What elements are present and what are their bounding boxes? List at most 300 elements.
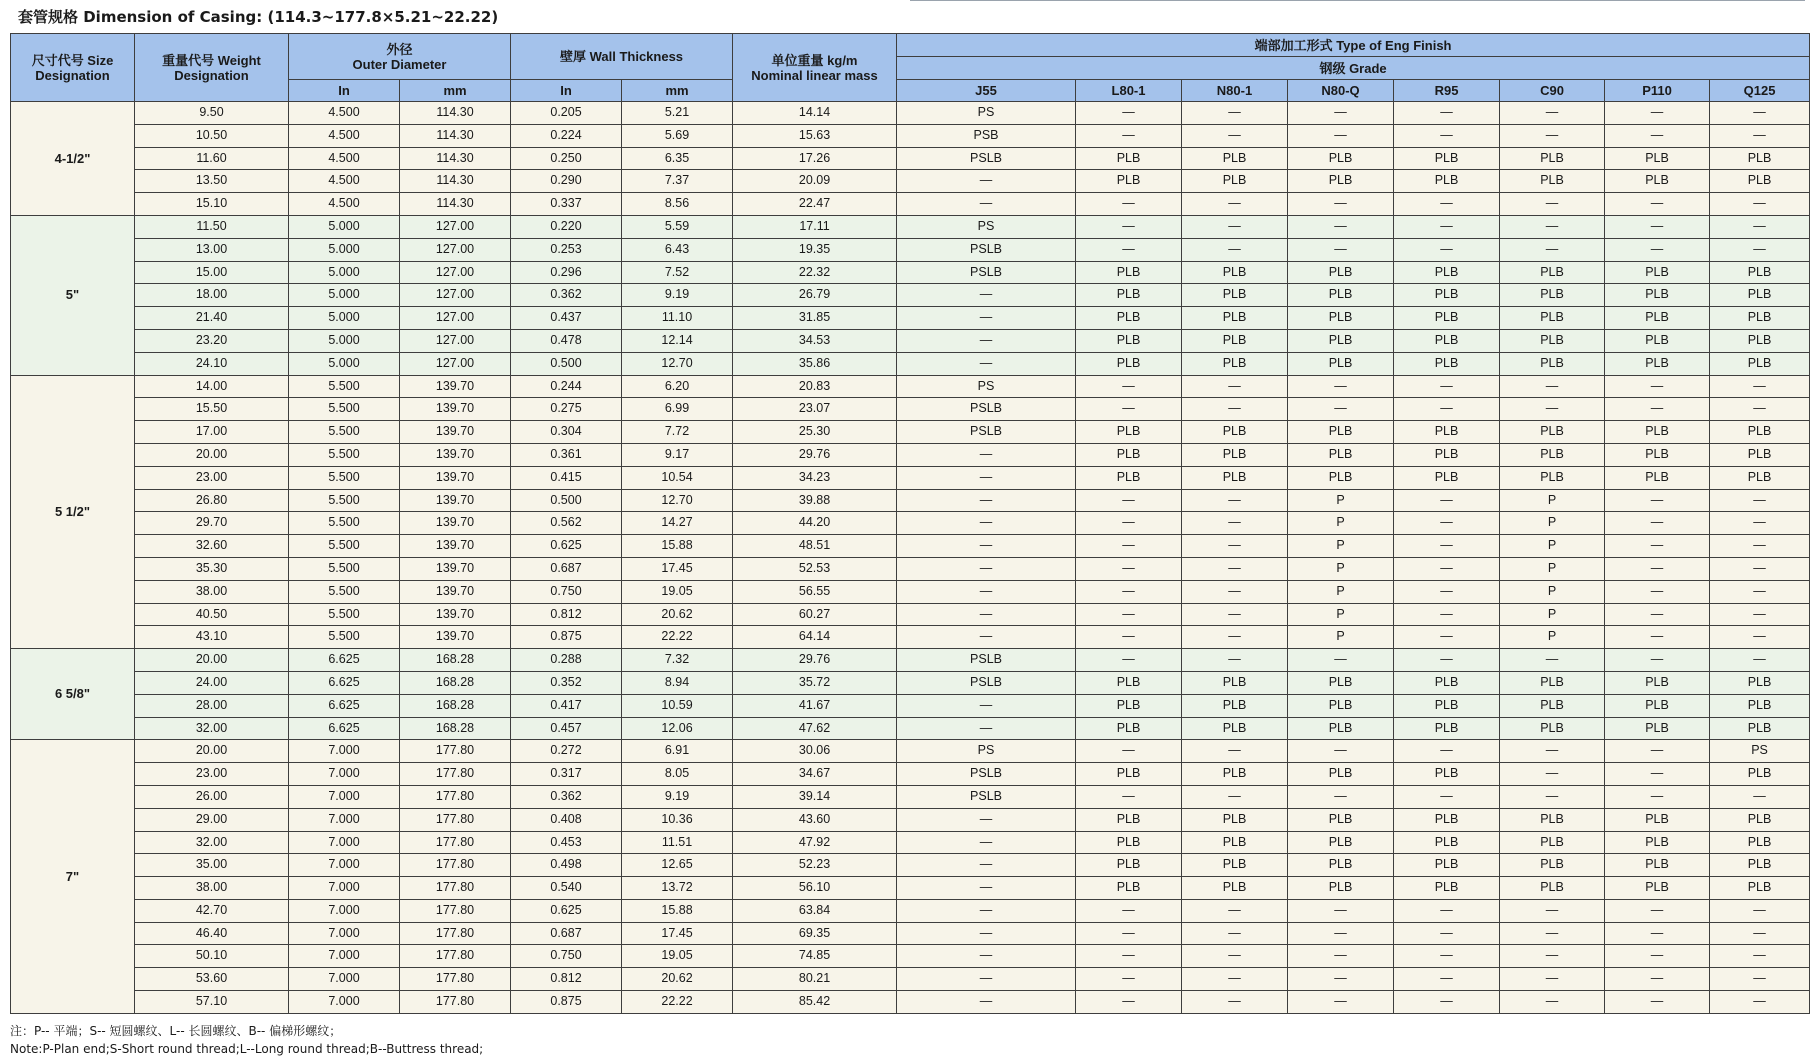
note-en: Note:P-Plan end;S-Short round thread;L--Long round thread;B--Buttress thread; <box>10 1042 484 1056</box>
table-row <box>11 717 1810 740</box>
table-cell: 5.000 <box>289 284 400 307</box>
table-cell: — <box>1182 489 1288 512</box>
table-cell: — <box>1182 102 1288 125</box>
table-cell: 34.53 <box>733 329 897 352</box>
table-cell: PLB <box>1288 352 1394 375</box>
table-cell: 5.000 <box>289 261 400 284</box>
table-cell: 13.72 <box>622 877 733 900</box>
table-cell: PLB <box>1076 854 1182 877</box>
table-cell: 168.28 <box>400 671 511 694</box>
table-cell: 7.000 <box>289 740 400 763</box>
table-cell: PSB <box>897 124 1076 147</box>
table-cell: — <box>897 443 1076 466</box>
table-cell: PLB <box>1710 261 1810 284</box>
table-cell: 14.14 <box>733 102 897 125</box>
table-cell: 11.10 <box>622 307 733 330</box>
table-cell: — <box>1076 649 1182 672</box>
table-cell: PLB <box>1605 466 1710 489</box>
table-cell: — <box>897 899 1076 922</box>
table-cell: 139.70 <box>400 443 511 466</box>
table-row <box>11 261 1810 284</box>
table-cell: PLB <box>1288 694 1394 717</box>
table-cell: 168.28 <box>400 694 511 717</box>
table-cell: 43.10 <box>135 626 289 649</box>
table-cell: PLB <box>1394 352 1500 375</box>
table-cell: — <box>1710 899 1810 922</box>
table-cell: PLB <box>1076 717 1182 740</box>
grade-col-n80-1: N80-1 <box>1182 80 1288 102</box>
table-cell: 177.80 <box>400 945 511 968</box>
table-cell: 52.23 <box>733 854 897 877</box>
od-in-header: In <box>289 80 400 102</box>
table-cell: PSLB <box>897 398 1076 421</box>
table-cell: 35.00 <box>135 854 289 877</box>
table-cell: — <box>1182 899 1288 922</box>
table-cell: PLB <box>1605 352 1710 375</box>
table-cell: 7.000 <box>289 785 400 808</box>
table-cell: P <box>1500 603 1605 626</box>
table-cell: PLB <box>1710 671 1810 694</box>
table-cell: PLB <box>1394 877 1500 900</box>
table-cell: PLB <box>1182 466 1288 489</box>
table-cell: — <box>897 877 1076 900</box>
table-cell: 139.70 <box>400 489 511 512</box>
table-cell: — <box>1182 193 1288 216</box>
table-cell: — <box>1394 649 1500 672</box>
table-cell: — <box>897 922 1076 945</box>
table-cell: PLB <box>1182 877 1288 900</box>
table-cell: — <box>1182 922 1288 945</box>
table-cell: 26.80 <box>135 489 289 512</box>
table-cell: 69.35 <box>733 922 897 945</box>
table-cell: PLB <box>1710 808 1810 831</box>
table-cell: 0.362 <box>511 284 622 307</box>
size-designation-cell: 5" <box>11 215 135 375</box>
table-cell: — <box>1500 763 1605 786</box>
table-cell: 0.244 <box>511 375 622 398</box>
table-cell: — <box>1182 124 1288 147</box>
table-cell: PLB <box>1182 854 1288 877</box>
table-cell: — <box>1710 398 1810 421</box>
table-cell: PLB <box>1710 717 1810 740</box>
table-cell: PLB <box>1182 170 1288 193</box>
table-cell: — <box>1394 489 1500 512</box>
table-cell: — <box>1288 215 1394 238</box>
table-cell: — <box>1500 102 1605 125</box>
table-row <box>11 535 1810 558</box>
table-cell: — <box>1605 580 1710 603</box>
table-cell: 177.80 <box>400 854 511 877</box>
grade-col-q125: Q125 <box>1710 80 1810 102</box>
table-cell: PSLB <box>897 763 1076 786</box>
table-row <box>11 466 1810 489</box>
table-cell: — <box>1288 899 1394 922</box>
table-cell: PLB <box>1500 808 1605 831</box>
table-cell: — <box>1076 512 1182 535</box>
table-cell: PLB <box>1182 808 1288 831</box>
table-cell: PLB <box>1710 854 1810 877</box>
table-cell: 139.70 <box>400 398 511 421</box>
table-cell: 35.30 <box>135 557 289 580</box>
table-cell: 10.36 <box>622 808 733 831</box>
table-cell: PLB <box>1076 443 1182 466</box>
table-cell: PLB <box>1710 694 1810 717</box>
table-cell: PLB <box>1076 763 1182 786</box>
table-cell: — <box>1288 375 1394 398</box>
table-cell: 26.00 <box>135 785 289 808</box>
table-cell: — <box>1500 124 1605 147</box>
table-cell: PLB <box>1605 854 1710 877</box>
table-cell: 15.00 <box>135 261 289 284</box>
table-cell: — <box>1182 991 1288 1014</box>
table-cell: — <box>1605 945 1710 968</box>
table-cell: 0.625 <box>511 535 622 558</box>
table-cell: P <box>1500 580 1605 603</box>
table-cell: PLB <box>1288 307 1394 330</box>
mass-header-cn: 单位重量 kg/m <box>771 52 858 68</box>
grade-col-p110: P110 <box>1605 80 1710 102</box>
table-row <box>11 854 1810 877</box>
table-cell: P <box>1288 489 1394 512</box>
table-cell: 11.60 <box>135 147 289 170</box>
table-cell: 9.17 <box>622 443 733 466</box>
table-cell: 0.415 <box>511 466 622 489</box>
table-cell: — <box>1500 922 1605 945</box>
table-cell: 127.00 <box>400 329 511 352</box>
table-cell: — <box>1605 375 1710 398</box>
table-cell: 7.52 <box>622 261 733 284</box>
table-cell: — <box>1605 238 1710 261</box>
table-row <box>11 398 1810 421</box>
table-cell: PLB <box>1394 170 1500 193</box>
table-cell: — <box>1076 899 1182 922</box>
table-cell: PLB <box>1605 307 1710 330</box>
table-cell: — <box>1710 489 1810 512</box>
table-cell: — <box>1394 899 1500 922</box>
table-cell: — <box>1710 580 1810 603</box>
table-cell: 22.32 <box>733 261 897 284</box>
table-cell: 4.500 <box>289 124 400 147</box>
table-cell: PLB <box>1076 466 1182 489</box>
table-cell: PLB <box>1076 329 1182 352</box>
table-cell: PLB <box>1500 352 1605 375</box>
table-cell: 15.10 <box>135 193 289 216</box>
table-cell: PLB <box>1500 671 1605 694</box>
table-cell: — <box>1182 557 1288 580</box>
table-cell: PLB <box>1500 717 1605 740</box>
table-cell: 29.00 <box>135 808 289 831</box>
table-cell: — <box>1605 215 1710 238</box>
table-row <box>11 102 1810 125</box>
table-cell: 5.500 <box>289 466 400 489</box>
weight-designation-header <box>135 34 289 102</box>
table-cell: — <box>1605 489 1710 512</box>
table-cell: PLB <box>1182 329 1288 352</box>
mass-header-en: Nominal linear mass <box>751 67 878 83</box>
table-cell: 0.253 <box>511 238 622 261</box>
table-cell: PLB <box>1394 329 1500 352</box>
table-cell: PLB <box>1394 717 1500 740</box>
size-designation-cell: 4-1/2" <box>11 102 135 216</box>
table-cell: PLB <box>1605 284 1710 307</box>
table-cell: 0.540 <box>511 877 622 900</box>
table-cell: 60.27 <box>733 603 897 626</box>
table-cell: — <box>1182 626 1288 649</box>
table-cell: — <box>1605 763 1710 786</box>
table-cell: 5.000 <box>289 329 400 352</box>
table-cell: — <box>1182 535 1288 558</box>
table-cell: PLB <box>1710 443 1810 466</box>
table-cell: — <box>1288 945 1394 968</box>
table-cell: 53.60 <box>135 968 289 991</box>
table-cell: 5.000 <box>289 238 400 261</box>
table-cell: PLB <box>1500 147 1605 170</box>
table-cell: PLB <box>1288 284 1394 307</box>
table-cell: — <box>1500 740 1605 763</box>
table-cell: — <box>1394 375 1500 398</box>
table-cell: 0.408 <box>511 808 622 831</box>
table-cell: PLB <box>1288 763 1394 786</box>
table-cell: — <box>1605 102 1710 125</box>
table-cell: PLB <box>1288 443 1394 466</box>
table-cell: — <box>1710 603 1810 626</box>
table-row <box>11 557 1810 580</box>
table-cell: 12.70 <box>622 489 733 512</box>
table-cell: PLB <box>1710 763 1810 786</box>
table-cell: 19.35 <box>733 238 897 261</box>
table-cell: — <box>1394 102 1500 125</box>
table-cell: 139.70 <box>400 580 511 603</box>
table-cell: PLB <box>1500 694 1605 717</box>
table-row <box>11 671 1810 694</box>
table-cell: PLB <box>1182 443 1288 466</box>
table-cell: — <box>1605 899 1710 922</box>
table-cell: — <box>1605 785 1710 808</box>
table-row <box>11 991 1810 1014</box>
wall-mm-header: mm <box>622 80 733 102</box>
table-cell: — <box>1710 102 1810 125</box>
table-cell: 6.625 <box>289 649 400 672</box>
table-cell: — <box>1394 124 1500 147</box>
wall-in-header: In <box>511 80 622 102</box>
table-cell: 5.000 <box>289 307 400 330</box>
table-cell: 0.317 <box>511 763 622 786</box>
table-cell: 47.62 <box>733 717 897 740</box>
table-cell: — <box>1394 785 1500 808</box>
size-designation-cell: 7" <box>11 740 135 1014</box>
table-row <box>11 899 1810 922</box>
table-cell: — <box>897 352 1076 375</box>
table-cell: 0.812 <box>511 603 622 626</box>
od-header-en: Outer Diameter <box>352 56 447 72</box>
table-cell: 48.51 <box>733 535 897 558</box>
table-cell: 18.00 <box>135 284 289 307</box>
table-cell: 31.85 <box>733 307 897 330</box>
table-cell: PLB <box>1710 307 1810 330</box>
table-cell: PLB <box>1182 717 1288 740</box>
table-cell: 139.70 <box>400 603 511 626</box>
table-cell: PLB <box>1288 147 1394 170</box>
table-cell: PLB <box>1500 854 1605 877</box>
table-cell: P <box>1288 557 1394 580</box>
table-cell: 5.500 <box>289 443 400 466</box>
table-cell: — <box>1076 968 1182 991</box>
table-cell: PLB <box>1076 808 1182 831</box>
table-cell: 14.27 <box>622 512 733 535</box>
table-cell: PLB <box>1182 352 1288 375</box>
table-cell: — <box>1076 398 1182 421</box>
table-cell: 0.224 <box>511 124 622 147</box>
table-cell: 0.290 <box>511 170 622 193</box>
table-cell: — <box>1500 785 1605 808</box>
table-cell: PLB <box>1710 877 1810 900</box>
table-cell: PLB <box>1076 284 1182 307</box>
table-cell: 20.00 <box>135 649 289 672</box>
table-cell: PLB <box>1394 147 1500 170</box>
table-cell: 13.00 <box>135 238 289 261</box>
table-cell: — <box>1710 945 1810 968</box>
table-cell: — <box>1605 557 1710 580</box>
table-cell: — <box>1605 991 1710 1014</box>
table-cell: — <box>1182 740 1288 763</box>
table-cell: 0.562 <box>511 512 622 535</box>
table-cell: — <box>1182 215 1288 238</box>
table-cell: 22.22 <box>622 991 733 1014</box>
table-row <box>11 922 1810 945</box>
table-cell: 127.00 <box>400 307 511 330</box>
table-cell: PSLB <box>897 147 1076 170</box>
table-cell: 6.35 <box>622 147 733 170</box>
table-cell: PS <box>897 740 1076 763</box>
table-row <box>11 968 1810 991</box>
table-cell: — <box>1605 740 1710 763</box>
table-cell: 56.55 <box>733 580 897 603</box>
table-cell: — <box>1182 512 1288 535</box>
table-cell: 127.00 <box>400 284 511 307</box>
table-cell: 7.000 <box>289 763 400 786</box>
table-cell: — <box>897 991 1076 1014</box>
table-cell: — <box>897 580 1076 603</box>
table-cell: PLB <box>1605 443 1710 466</box>
table-cell: — <box>1182 603 1288 626</box>
table-cell: PLB <box>1182 671 1288 694</box>
table-cell: — <box>1288 968 1394 991</box>
table-row <box>11 580 1810 603</box>
table-cell: 5.69 <box>622 124 733 147</box>
table-cell: — <box>1394 398 1500 421</box>
table-cell: 32.00 <box>135 831 289 854</box>
table-cell: — <box>1710 535 1810 558</box>
table-cell: 17.00 <box>135 421 289 444</box>
table-cell: 15.63 <box>733 124 897 147</box>
table-cell: — <box>897 170 1076 193</box>
table-cell: 4.500 <box>289 170 400 193</box>
table-cell: 12.14 <box>622 329 733 352</box>
table-cell: 57.10 <box>135 991 289 1014</box>
weight-header-cn: 重量代号 Weight <box>162 52 261 68</box>
table-cell: 52.53 <box>733 557 897 580</box>
table-cell: 0.362 <box>511 785 622 808</box>
table-cell: 7.000 <box>289 991 400 1014</box>
table-cell: 0.275 <box>511 398 622 421</box>
table-cell: — <box>1182 785 1288 808</box>
table-cell: 15.88 <box>622 535 733 558</box>
table-cell: 19.05 <box>622 580 733 603</box>
table-cell: 114.30 <box>400 124 511 147</box>
table-cell: 0.352 <box>511 671 622 694</box>
table-cell: PLB <box>1500 466 1605 489</box>
table-cell: PLB <box>1182 147 1288 170</box>
table-cell: PLB <box>1605 329 1710 352</box>
table-cell: PS <box>897 215 1076 238</box>
table-cell: — <box>1076 193 1182 216</box>
table-cell: 11.51 <box>622 831 733 854</box>
table-cell: — <box>1500 238 1605 261</box>
table-cell: — <box>1710 557 1810 580</box>
table-cell: — <box>897 831 1076 854</box>
table-cell: 139.70 <box>400 375 511 398</box>
table-cell: PSLB <box>897 649 1076 672</box>
table-cell: — <box>1076 785 1182 808</box>
table-cell: 17.26 <box>733 147 897 170</box>
table-cell: 139.70 <box>400 512 511 535</box>
table-cell: 0.875 <box>511 991 622 1014</box>
table-cell: 0.220 <box>511 215 622 238</box>
table-row <box>11 945 1810 968</box>
table-cell: 177.80 <box>400 785 511 808</box>
table-cell: — <box>1394 580 1500 603</box>
table-cell: — <box>1394 740 1500 763</box>
table-cell: — <box>1500 215 1605 238</box>
table-cell: 12.70 <box>622 352 733 375</box>
table-cell: 177.80 <box>400 877 511 900</box>
table-cell: — <box>1076 945 1182 968</box>
table-row <box>11 489 1810 512</box>
table-cell: P <box>1500 489 1605 512</box>
table-cell: 7.32 <box>622 649 733 672</box>
table-cell: 127.00 <box>400 238 511 261</box>
table-cell: — <box>1076 489 1182 512</box>
table-cell: — <box>1076 535 1182 558</box>
table-cell: — <box>1500 398 1605 421</box>
table-cell: — <box>1710 238 1810 261</box>
table-cell: — <box>1710 785 1810 808</box>
table-cell: 114.30 <box>400 193 511 216</box>
table-cell: 56.10 <box>733 877 897 900</box>
table-cell: 0.437 <box>511 307 622 330</box>
table-cell: PSLB <box>897 785 1076 808</box>
wall-thickness-header: 壁厚 Wall Thickness <box>511 34 733 80</box>
table-cell: 7.000 <box>289 945 400 968</box>
table-cell: 11.50 <box>135 215 289 238</box>
table-cell: — <box>1394 535 1500 558</box>
table-cell: 139.70 <box>400 421 511 444</box>
table-cell: — <box>1605 626 1710 649</box>
table-cell: — <box>897 603 1076 626</box>
table-cell: 0.288 <box>511 649 622 672</box>
table-cell: PSLB <box>897 261 1076 284</box>
table-cell: — <box>1605 968 1710 991</box>
table-cell: 24.00 <box>135 671 289 694</box>
table-cell: 0.250 <box>511 147 622 170</box>
table-cell: 17.11 <box>733 215 897 238</box>
table-cell: PLB <box>1076 261 1182 284</box>
table-cell: 0.498 <box>511 854 622 877</box>
table-cell: 7.000 <box>289 922 400 945</box>
table-cell: 7.000 <box>289 854 400 877</box>
table-cell: 47.92 <box>733 831 897 854</box>
table-cell: — <box>897 489 1076 512</box>
